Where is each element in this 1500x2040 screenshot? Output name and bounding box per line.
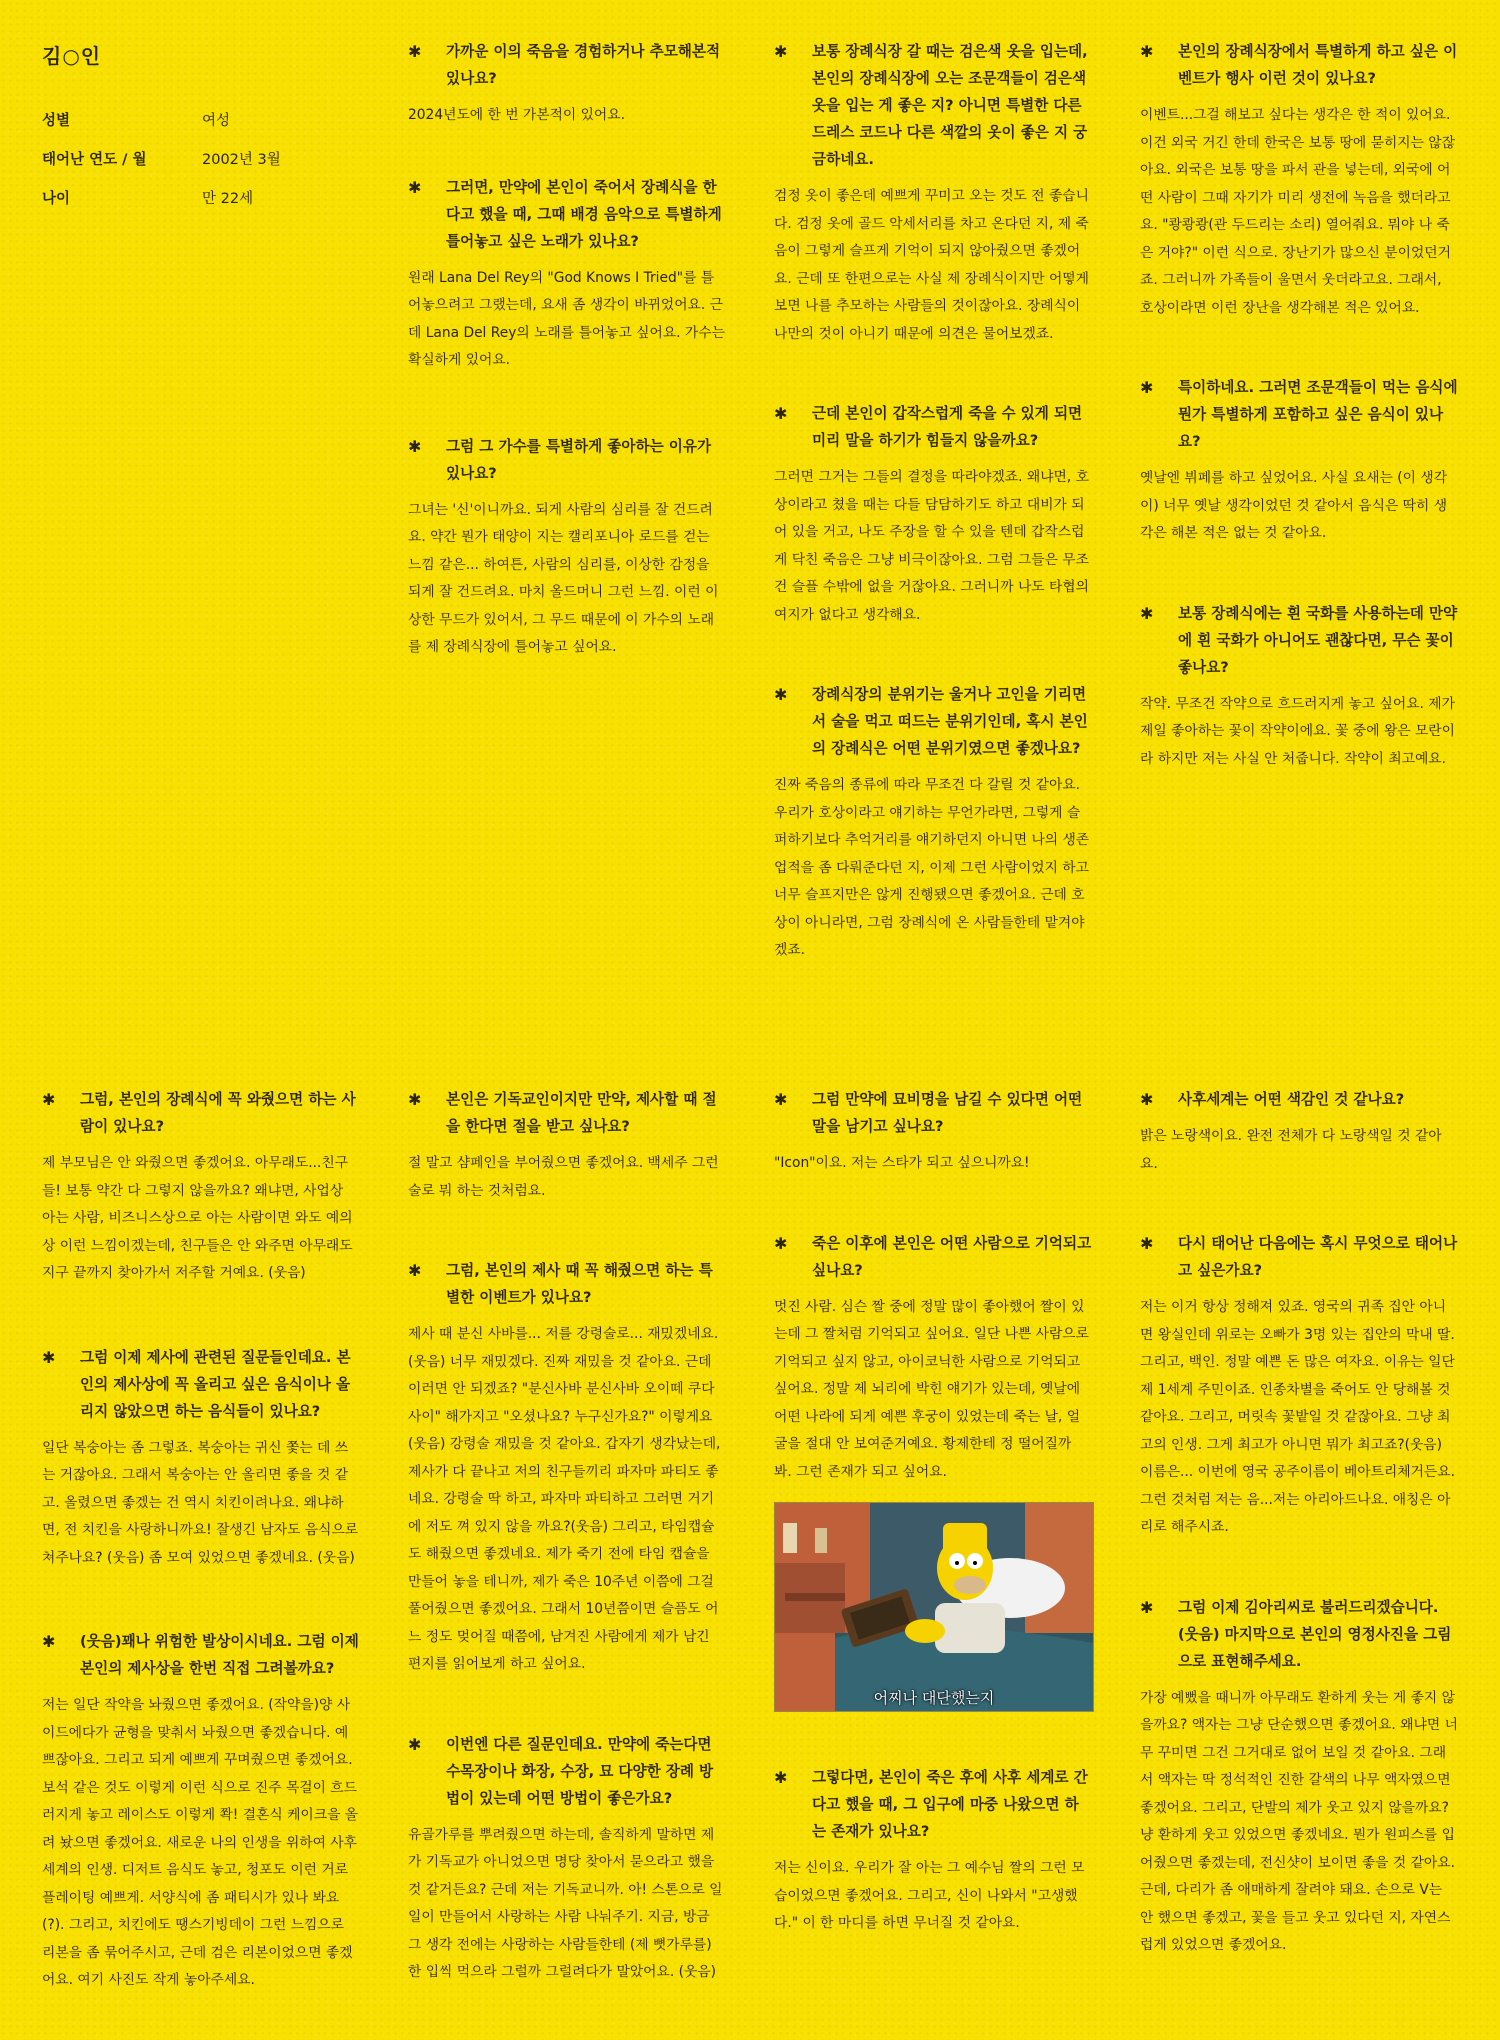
- qa-item: [42, 1344, 360, 1573]
- qa-item: [774, 38, 1092, 348]
- question: [774, 1764, 1092, 1845]
- question: [408, 174, 726, 255]
- qa-item: [774, 1230, 1092, 1713]
- question: [42, 1086, 360, 1140]
- question: [1140, 374, 1458, 455]
- asterisk-icon: ✱: [408, 1090, 422, 1109]
- question: [1140, 1594, 1458, 1675]
- cartoon-illustration: [775, 1503, 1093, 1711]
- question: [408, 1731, 726, 1812]
- profile-label: 나이: [42, 191, 71, 207]
- asterisk-icon: ✱: [1140, 603, 1154, 623]
- qa-item: [1140, 600, 1458, 774]
- answer: 가장 예뻤을 때니까 아무래도 환하게 웃는 게 좋지 않을까요? 액자는 그냥 단순했으면 좋겠어요. 왜냐면 너무 꾸미면 그건 그거대로 없어 보일 것 같아요. 그래서 액자는 딱 정석적인 진한 갈색의 나무 액자였으면 좋겠어요. 그리고, 단발의 제가 웃고 있지 않을까요? 냥 환하게 웃고 있었으면 좋겠네요. 뭔가 원피스를 입어줬으면 좋겠는데, 전신샷이 보이면 좋을 것 같아요. 근데, 다리가 좀 애매하게 잘려야 돼요. 손으로 V는 안 했으면 좋겠고, 꽃을 들고 웃고 있다던 지, 자연스럽게 있었으면 좋겠어요.: [1140, 1689, 1458, 1953]
- answer: 멋진 사람. 심슨 짤 중에 정말 많이 좋아했어 짤이 있는데 그 짤처럼 기억되고 싶어요. 일단 나쁜 사람으로 기억되고 싶지 않고, 아이코닉한 사람으로 기억되고 싶어요. 정말 제 뇌리에 박힌 얘기가 있는데, 옛날에 어떤 나라에 되게 예쁜 후궁이 있었는데 죽는 날, 얼굴을 절대 안 보여준거예요. 황제한테 정 떨어질까 봐. 그런 존재가 되고 싶어요.: [774, 1298, 1089, 1480]
- question: [1140, 600, 1458, 681]
- answer: 그녀는 '신'이니까요. 되게 사람의 심리를 잘 건드려요. 약간 뭔가 태양이 지는 캘리포니아 로드를 걷는 느낌 같은... 하여튼, 사람의 심리를, 이상한 감정을 되게 잘 건드려요. 마치 올드머니 그런 느낌. 이런 이상한 무드가 있어서, 그 무드 때문에 이 가수의 노래를 제 장례식장에 틀어놓고 싶어요.: [408, 501, 719, 655]
- answer: 제사 때 분신 사바를... 저를 강령술로... 재밌겠네요. (웃음) 너무 재밌겠다. 진짜 재밌을 것 같아요. 근데 이러면 안 되겠죠? "분신사바 분신사바 오이떼 쿠다사이" 해가지고 "오셨나요? 누구신가요?" 이렇게요(웃음) 강령술 재밌을 것 같아요. 갑자기 생각났는데, 제사가 다 끝나고 저의 친구들끼리 파자마 파티도 좋네요. 강령술 딱 하고, 파자마 파티하고 그러면 거기에 저도 껴 있지 않을 까요?(웃음) 그리고, 타임캡슐도 해줬으면 좋겠네요. 제가 죽기 전에 타임 캡슐을 만들어 놓을 테니까, 제가 죽은 10주년 이쯤에 그걸 풀어줬으면 좋겠어요. 그래서 10년쯤이면 슬픔도 어느 정도 멎어질 때쯤에, 남겨진 사람에게 제가 남긴 편지를 읽어보게 하고 싶어요.: [408, 1326, 721, 1672]
- question: [42, 1628, 360, 1682]
- asterisk-icon: ✱: [42, 1632, 56, 1651]
- question: [1140, 38, 1458, 92]
- answer: 밝은 노랑색이요. 완전 전체가 다 노랑색일 것 같아요.: [1140, 1128, 1442, 1172]
- question: [774, 1086, 1092, 1140]
- profile-label: 태어난 연도 / 월: [42, 152, 147, 168]
- question-text: 보통 장례식에는 흰 국화를 사용하는데 만약에 흰 국화가 아니어도 괜찮다면, 무슨 꽃이 좋나요?: [1178, 604, 1458, 676]
- qa-item: [1140, 1086, 1458, 1178]
- asterisk-icon: ✱: [42, 1090, 56, 1109]
- asterisk-icon: ✱: [1140, 1090, 1154, 1109]
- answer: 절 말고 샴페인을 부어줬으면 좋겠어요. 백세주 그런 술로 뭐 하는 것처럼요.: [408, 1155, 719, 1199]
- qa-item: [1140, 1594, 1458, 1960]
- profile-value: 여성: [202, 113, 231, 129]
- profile-label: 성별: [42, 113, 71, 129]
- question: [1140, 1230, 1458, 1284]
- qa-item: [408, 433, 726, 662]
- asterisk-icon: ✱: [774, 404, 788, 423]
- qa-item: [408, 1257, 726, 1679]
- question: [408, 1257, 726, 1311]
- answer: "Icon"이요. 저는 스타가 되고 싶으니까요!: [774, 1155, 1030, 1171]
- question-text: 그럼 이제 김아리씨로 불러드리겠습니다. (웃음) 마지막으로 본인의 영정사진을 그림으로 표현해주세요.: [1178, 1598, 1452, 1670]
- profile-value: 만 22세: [202, 191, 254, 207]
- column-2-top: [408, 38, 726, 720]
- answer: 유골가루를 뿌려줬으면 하는데, 솔직하게 말하면 제가 기독교가 아니었으면 명당 찾아서 묻으라고 했을 것 같거든요? 근데 저는 기독교니까. 아! 스톤으로 일일이 만들어서 사랑하는 사람 나눠주기. 지금, 방금 그 생각 전에는 사랑하는 사람들한테 (제 뼛가루를) 한 입씩 먹으라 그럴까 그럴려다가 말았어요. (웃음): [408, 1826, 723, 1980]
- answer: 옛날엔 뷔페를 하고 싶었어요. 사실 요새는 (이 생각이) 너무 옛날 생각이었던 것 같아서 음식은 딱히 생각은 해본 적은 없는 것 같아요.: [1140, 470, 1448, 541]
- asterisk-icon: ✱: [408, 436, 422, 456]
- qa-item: [408, 38, 726, 130]
- asterisk-icon: ✱: [408, 177, 422, 197]
- answer: 저는 이거 항상 정해져 있죠. 영국의 귀족 집안 아니면 왕실인데 위로는 오빠가 3명 있는 집안의 막내 딸. 그리고, 백인. 정말 예쁜 돈 많은 여자요. 이유는 일단 제 1세계 주민이죠. 인종차별을 죽어도 안 당해볼 것 같아요. 그리고, 머릿속 꽃밭일 것 같잖아요. 그냥 최고의 인생. 그게 최고가 아니면 뭐가 최고죠?(웃음) 이름은... 이번에 영국 공주이름이 베아트리체거든요. 그런 것처럼 저는 음...저는 아리아드나요. 애칭은 아리로 해주시죠.: [1140, 1299, 1455, 1535]
- question: [408, 433, 726, 487]
- profile-row: [42, 187, 360, 208]
- answer: 검정 옷이 좋은데 예쁘게 꾸미고 오는 것도 전 좋습니다. 검정 옷에 골드 악세서리를 차고 온다던 지, 제 죽음이 그렇게 슬프게 기억이 되지 않아줬으면 좋겠어요. 근데 또 한편으로는 사실 제 장례식이지만 어떻게 보면 나를 추모하는 사람들의 것이잖아요. 장례식이 나만의 것이 아니기 때문에 의견은 물어보겠죠.: [774, 188, 1089, 342]
- asterisk-icon: ✱: [774, 42, 788, 61]
- question-text: 근데 본인이 갑작스럽게 죽을 수 있게 되면 미리 말을 하기가 힘들지 않을까요?: [812, 405, 1083, 449]
- qa-item: [42, 1628, 360, 1995]
- profile-value: 2002년 3월: [202, 152, 281, 168]
- answer: 저는 신이요. 우리가 잘 아는 그 예수님 짤의 그런 모습이었으면 좋겠어요. 그리고, 신이 나와서 "고생했다." 이 한 마디를 하면 무너질 것 같아요.: [774, 1860, 1085, 1931]
- question-text: 가까운 이의 죽음을 경험하거나 추모해본적 있나요?: [446, 43, 721, 87]
- asterisk-icon: ✱: [774, 685, 788, 704]
- qa-item: [1140, 1230, 1458, 1542]
- qa-item: [408, 174, 726, 375]
- qa-item: [774, 681, 1092, 965]
- column-3-top: [774, 38, 1092, 1023]
- qa-item: [42, 1086, 360, 1288]
- question: [774, 38, 1092, 173]
- column-4-bottom: [1140, 1086, 1458, 1960]
- column-4-top: [1140, 38, 1458, 831]
- question: [408, 1086, 726, 1140]
- question-text: 그럼, 본인의 장례식에 꼭 와줬으면 하는 사람이 있나요?: [80, 1091, 356, 1135]
- asterisk-icon: ✱: [408, 1734, 422, 1754]
- column-2-bottom: [408, 1086, 726, 1987]
- simpsons-still-image: [774, 1502, 1094, 1712]
- asterisk-icon: ✱: [1140, 1234, 1154, 1253]
- answer: 제 부모님은 안 와줬으면 좋겠어요. 아무래도...친구들! 보통 약간 다 그렇지 않을까요? 왜냐면, 사업상 아는 사람, 비즈니스상으로 아는 사람이면 와도 예의상 이런 느낌이겠는데, 친구들은 안 와주면 아무래도 지구 끝까지 찾아가서 저주할 거예요. (웃음): [42, 1155, 353, 1281]
- question-text: 본인은 기독교인이지만 만약, 제사할 때 절을 한다면 절을 받고 싶나요?: [446, 1091, 717, 1135]
- answer: 작약. 무조건 작약으로 흐드러지게 놓고 싶어요. 제가 제일 좋아하는 꽃이 작약이에요. 꽃 중에 왕은 모란이라 하지만 저는 사실 안 처줍니다. 작약이 최고예요.: [1140, 695, 1455, 767]
- column-1-bottom: [42, 1086, 360, 1995]
- question: [1140, 1086, 1458, 1113]
- qa-item: [408, 1731, 726, 1987]
- qa-item: [408, 1086, 726, 1205]
- question-text: 보통 장례식장 갈 때는 검은색 옷을 입는데, 본인의 장례식장에 오는 조문객들이 검은색 옷을 입는 게 좋은 지? 아니면 특별한 다른 드레스 코드나 다른 색깔의 옷이 좋은 지 궁금하네요.: [812, 43, 1088, 168]
- answer: 2024년도에 한 번 가본적이 있어요.: [408, 107, 625, 123]
- question: [42, 1344, 360, 1425]
- asterisk-icon: ✱: [1140, 378, 1154, 397]
- profile-row: [42, 148, 360, 169]
- question-text: 죽은 이후에 본인은 어떤 사람으로 기억되고 싶나요?: [812, 1234, 1092, 1279]
- question: [774, 400, 1092, 454]
- answer: 저는 일단 작약을 놔줬으면 좋겠어요. (작약을)양 사이드에다가 균형을 맞춰서 놔줬으면 좋겠습니다. 예쁘잖아요. 그리고 되게 예쁘게 꾸며줬으면 좋겠어요. 보석 같은 것도 이렇게 이런 식으로 진주 목걸이 흐드러지게 놓고 레이스도 이렇게 쫙! 결혼식 케이크을 올려 놨으면 좋겠어요. 새로운 나의 인생을 위하여 사후 세계의 인생. 디저트 음식도 놓고, 청포도 이런 거로 플레이팅 예쁘게. 서양식에 좀 패티시가 있나 봐요(?). 그리고, 치킨에도 땡스기빙데이 그런 느낌으로 리본을 좀 묶어주시고, 근데 검은 리본이었으면 좋겠어요. 여기 사진도 작게 놓아주세요.: [42, 1697, 359, 1988]
- question-text: 그럼, 본인의 제사 때 꼭 해줬으면 하는 특별한 이벤트가 있나요?: [446, 1262, 713, 1306]
- image-subtitle: 어찌나 대단했는지: [873, 1689, 995, 1707]
- answer: 원래 Lana Del Rey의 "God Knows I Tried"를 틀어놓으려고 그랬는데, 요새 좀 생각이 바뀌었어요. 근데 Lana Del Rey의 노래를 틀어놓고 싶어요. 가수는 확실하게 있어요.: [408, 269, 725, 368]
- qa-item: [774, 1086, 1092, 1178]
- question-text: 이번엔 다른 질문인데요. 만약에 죽는다면 수목장이나 화장, 수장, 묘 다양한 장례 방법이 있는데 어떤 방법이 좋은가요?: [446, 1735, 714, 1807]
- qa-item: [1140, 374, 1458, 548]
- asterisk-icon: ✱: [774, 1233, 788, 1253]
- question-text: 사후세계는 어떤 색감인 것 같나요?: [1178, 1091, 1405, 1108]
- answer: 진짜 죽음의 종류에 따라 무조건 다 갈릴 것 같아요. 우리가 호상이라고 얘기하는 무언가라면, 그렇게 슬퍼하기보다 추억거리를 얘기하던지 아니면 나의 생존 업적을 좀 다뤄준다던 지, 이제 그런 사람이었지 하고 너무 슬프지만은 않게 진행됐으면 좋겠어요. 근데 호상이 아니라면, 그럼 장례식에 온 사람들한테 맡겨야겠죠.: [774, 777, 1090, 958]
- question-text: 다시 태어난 다음에는 혹시 무엇으로 태어나고 싶은가요?: [1178, 1235, 1458, 1279]
- question-text: 그럼 그 가수를 특별하게 좋아하는 이유가 있나요?: [446, 437, 712, 482]
- question-text: 그러면, 만약에 본인이 죽어서 장례식을 한다고 했을 때, 그때 배경 음악으로 특별하게 틀어놓고 싶은 노래가 있나요?: [446, 178, 722, 250]
- asterisk-icon: ✱: [42, 1347, 56, 1367]
- question: [774, 1230, 1092, 1284]
- question: [408, 38, 726, 92]
- question: [774, 681, 1092, 762]
- question-text: 그럼 이제 제사에 관련된 질문들인데요. 본인의 제사상에 꼭 올리고 싶은 음식이나 올리지 않았으면 하는 음식들이 있나요?: [80, 1348, 351, 1420]
- question-text: 본인의 장례식장에서 특별하게 하고 싶은 이벤트가 행사 이런 것이 있나요?: [1178, 43, 1458, 87]
- asterisk-icon: ✱: [774, 1090, 788, 1109]
- asterisk-icon: ✱: [1140, 1597, 1154, 1617]
- profile-row: [42, 109, 360, 130]
- profile-card: [42, 40, 360, 226]
- asterisk-icon: ✱: [408, 1261, 422, 1280]
- qa-item: [774, 400, 1092, 629]
- asterisk-icon: ✱: [408, 42, 422, 61]
- answer: 이벤트...그걸 해보고 싶다는 생각은 한 적이 있어요. 이건 외국 거긴 한데 한국은 보통 땅에 묻히지는 않잖아요. 외국은 보통 땅을 파서 관을 넣는데, 외국에 어떤 사람이 그때 자기가 미리 생전에 녹음을 했더라고요. "쾅쾅쾅(관 두드리는 소리) 열어줘요. 뭐야 나 죽은 거야?" 이런 식으로. 장난기가 많으신 분이었던거죠. 그러니까 가족들이 울면서 웃더라고요. 그래서, 호상이라면 이런 장난을 생각해본 적은 있어요.: [1140, 107, 1455, 316]
- question-text: 장례식장의 분위기는 울거나 고인을 기리면서 술을 먹고 떠드는 분위기인데, 혹시 본인의 장례식은 어떤 분위기였으면 좋겠나요?: [812, 686, 1088, 757]
- column-3-bottom: [774, 1086, 1092, 1938]
- interviewee-name: 김○인: [42, 44, 102, 68]
- question-text: (웃음)꽤나 위험한 발상이시네요. 그럼 이제 본인의 제사상을 한번 직접 그려볼까요?: [80, 1633, 359, 1677]
- answer: 일단 복숭아는 좀 그렇죠. 복숭아는 귀신 쫓는 데 쓰는 거잖아요. 그래서 복숭아는 안 올리면 좋을 것 같고. 올렸으면 좋겠는 건 역시 치킨이려나요. 왜냐하면, 전 치킨을 사랑하니까요! 잘생긴 남자도 음식으로 쳐주나요? (웃음) 좀 모여 있었으면 좋겠네요. (웃음): [42, 1439, 359, 1566]
- question-text: 그럼 만약에 묘비명을 남길 수 있다면 어떤 말을 남기고 싶나요?: [812, 1091, 1083, 1135]
- asterisk-icon: ✱: [1140, 42, 1154, 61]
- qa-item: [1140, 38, 1458, 322]
- question-text: 그렇다면, 본인이 죽은 후에 사후 세계로 간다고 했을 때, 그 입구에 마중 나왔으면 하는 존재가 있나요?: [812, 1769, 1088, 1840]
- question-text: 특이하네요. 그러면 조문객들이 먹는 음식에 뭔가 특별하게 포함하고 싶은 음식이 있나요?: [1178, 379, 1458, 450]
- qa-item: [774, 1764, 1092, 1938]
- asterisk-icon: ✱: [774, 1768, 788, 1787]
- answer: 그러면 그거는 그들의 결정을 따라야겠죠. 왜냐면, 호상이라고 쳤을 때는 다들 담담하기도 하고 대비가 되어 있을 거고, 나도 주장을 할 수 있을 텐데 갑작스럽게 닥친 죽음은 그냥 비극이잖아요. 그럼 그들은 무조건 슬플 수밖에 없을 거잖아요. 그러니까 나도 타협의 여지가 없다고 생각해요.: [774, 469, 1089, 623]
